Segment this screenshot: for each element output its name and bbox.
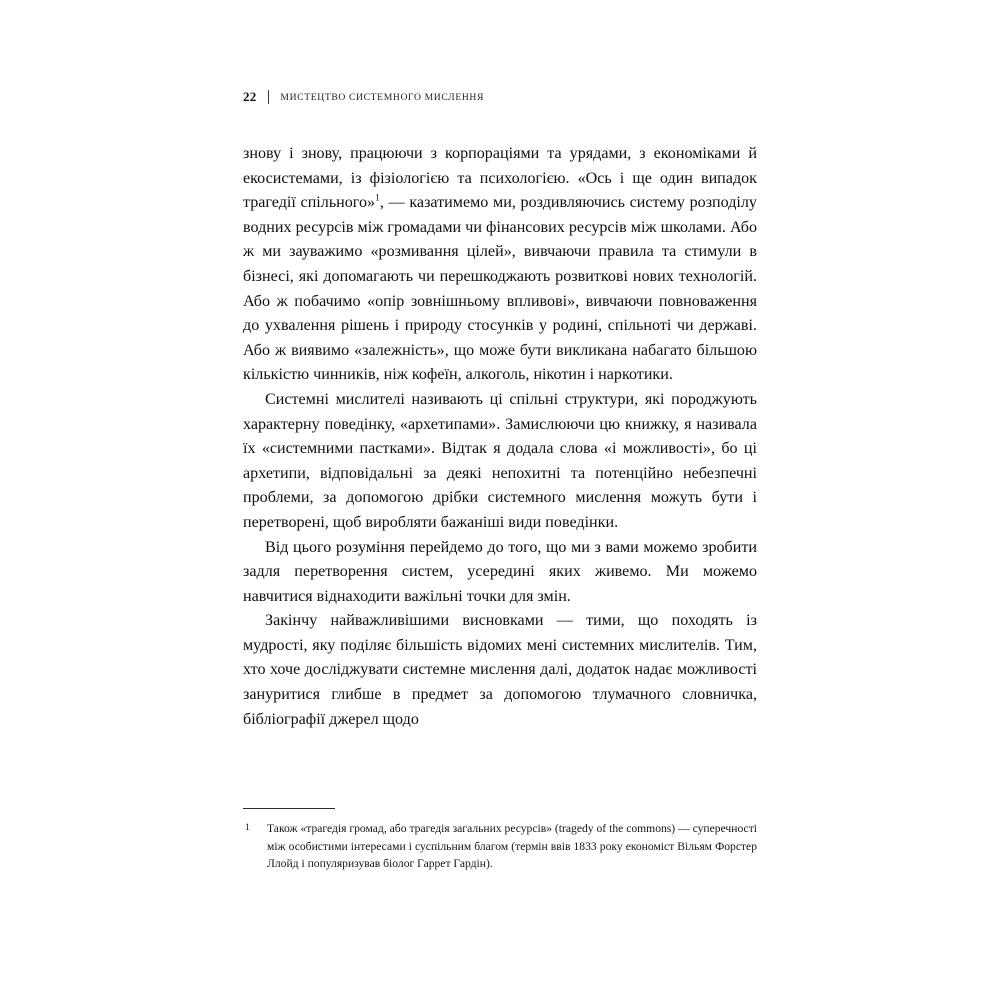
running-header (243, 88, 757, 106)
running-head-title: МИСТЕЦТВО СИСТЕМНОГО МИСЛЕННЯ (280, 91, 485, 103)
paragraph-1 (243, 142, 757, 388)
body-text (243, 142, 757, 732)
paragraph-4: Закінчу найважливішими висновками — тими, що походять із мудрості, яку поділяє більшість відомих мені системних мислителів. Тим, хто хоче досліджувати системне мислення далі, додаток надає можливості зануритися глибше в предмет за допомогою тлумачного словничка, бібліографії джерел щодо (243, 612, 757, 728)
paragraph-2: Системні мислителі називають ці спільні структури, які породжують характерну поведінку, «архетипами». Замислюючи цю книжку, я називала їх «системними пастками». Відтак я додала слова «і можливості», бо ці архетипи, відповідальні за деякі непохитні та потенційно небезпечні проблеми, за допомогою дрібки системного мислення можуть бути і перетворені, щоб виробляти бажаніші види поведінки. (243, 390, 757, 531)
header-divider (268, 90, 269, 104)
footnote-separator (243, 808, 335, 809)
footnote-text: Також «трагедія громад, або трагедія загальних ресурсів» (tragedy of the commons) — суперечності між особистими інтересами і суспільним благом (термін ввів 1833 року економіст Вільям Форстер Ллойд і популяризував біолог Гаррет Гардін). (267, 822, 757, 871)
page-number: 22 (243, 89, 257, 104)
paragraph-3: Від цього розуміння перейдемо до того, що ми з вами можемо зробити задля перетворення систем, усередині яких живемо. Ми можемо навчитися віднаходити важільні точки для змін. (243, 538, 757, 605)
paragraph-1-part-b: , — казатимемо ми, роздивляючись систему розподілу водних ресурсів між громадами чи фінансових ресурсів між школами. Або ж ми зауважимо «розмивання цілей», вивчаючи правила та стимули в бізнесі, які допомагають чи перешкоджають розвиткові нових технологій. Або ж побачимо «опір зовнішньому впливові», вивчаючи повноваження до ухвалення рішень і природу стосунків у родині, спільноті чи державі. Або ж виявимо «залежність», що може бути викликана набагато більшою кількістю чинників, ніж кофеїн, алкоголь, нікотин і наркотики. (243, 194, 757, 384)
footnote-area (243, 808, 757, 873)
footnote-number: 1 (245, 823, 250, 833)
footnote-1 (243, 820, 757, 873)
page-content (243, 88, 757, 732)
paragraph-1-part-a: знову і знову, працюючи з корпораціями та урядами, з економіками й екосистемами, із фізіологією та психологією. «Ось і ще один випадок трагедії спільного» (243, 145, 757, 212)
footnote-reference: 1 (375, 193, 380, 204)
